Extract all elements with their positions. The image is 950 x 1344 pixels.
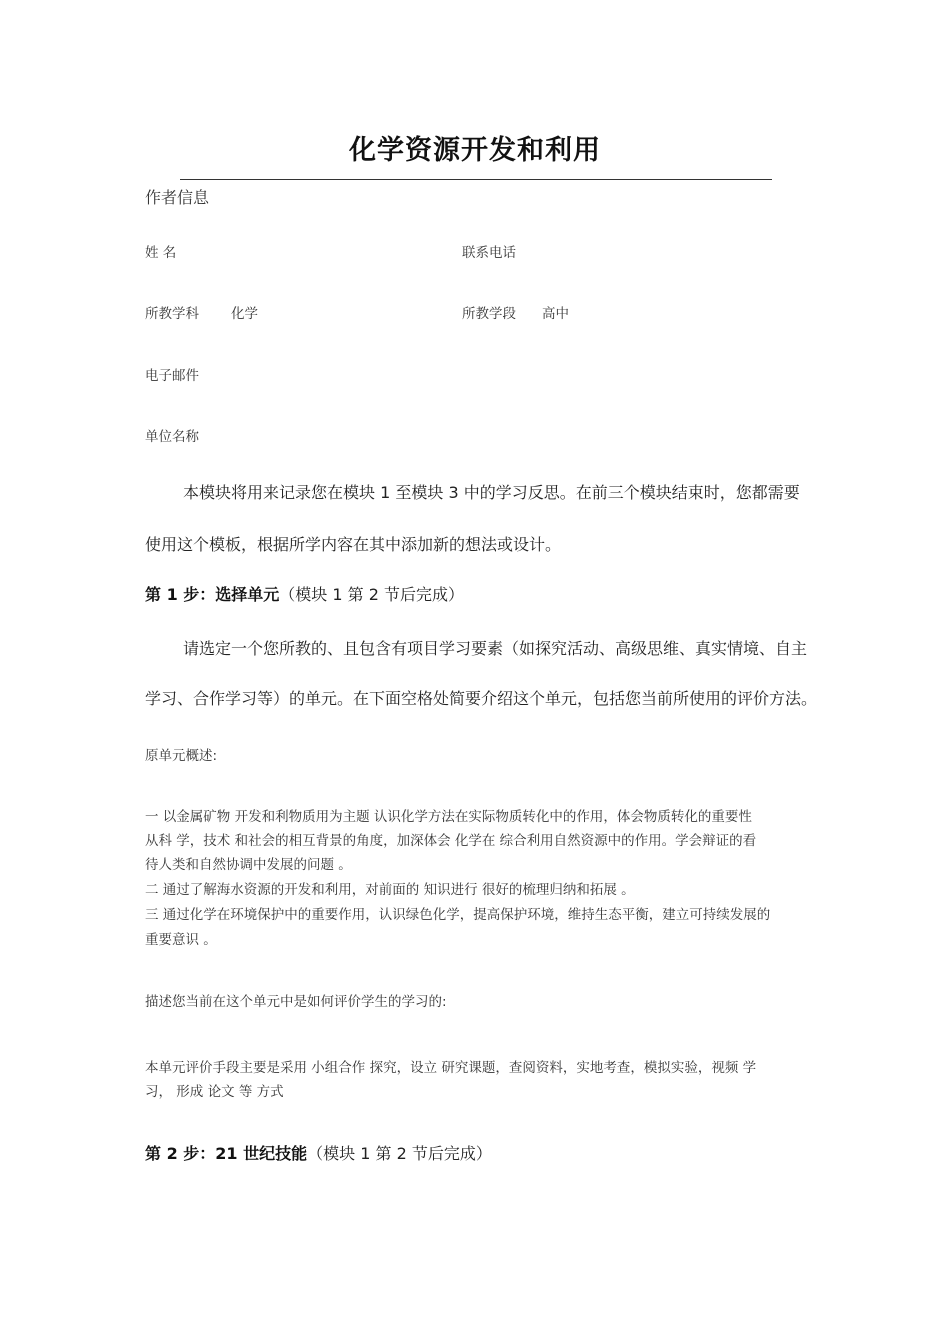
overview-line: 三 通过化学在环境保护中的重要作用，认识绿色化学，提高保护环境，维持生态平衡，建立可持续发展的 — [145, 907, 771, 923]
intro-line-1: 本模块将用来记录您在模块 1 至模块 3 中的学习反思。在前三个模块结束时，您都需要 — [183, 483, 800, 502]
step2-heading — [145, 1141, 492, 1164]
name-label: 姓 名 — [145, 245, 177, 261]
page-title: 化学资源开发和利用 — [349, 135, 601, 166]
step1-note: （模块 1 第 2 节后完成） — [279, 585, 464, 604]
eval-label: 描述您当前在这个单元中是如何评价学生的学习的: — [145, 994, 447, 1010]
step2-title: 第 2 步：21 世纪技能 — [145, 1144, 308, 1163]
step2-note: （模块 1 第 2 节后完成） — [307, 1144, 492, 1163]
step1-para-line-1: 请选定一个您所教的、且包含有项目学习要素（如探究活动、高级思维、真实情境、自主 — [183, 639, 808, 658]
eval-line: 习， 形成 论文 等 方式 — [145, 1084, 284, 1100]
overview-line: 一 以金属矿物 开发和利物质用为主题 认识化学方法在实际物质转化中的作用，体会物质转化的重要性 — [145, 809, 752, 825]
subject-label: 所教学科 — [145, 306, 199, 322]
overview-line: 二 通过了解海水资源的开发和利用，对前面的 知识进行 很好的梳理归纳和拓展 。 — [145, 882, 635, 898]
step1-title: 第 1 步：选择单元 — [145, 585, 280, 604]
overview-line: 重要意识 。 — [145, 932, 217, 948]
phone-label: 联系电话 — [462, 245, 516, 261]
overview-line: 待人类和自然协调中发展的问题 。 — [145, 857, 352, 873]
overview-label: 原单元概述: — [145, 748, 218, 764]
level-value: 高中 — [542, 306, 569, 322]
step1-heading — [145, 582, 464, 605]
unit-label: 单位名称 — [145, 429, 199, 445]
level-label: 所教学段 — [462, 306, 516, 322]
email-label: 电子邮件 — [145, 368, 199, 384]
subject-value: 化学 — [231, 306, 258, 322]
author-info-heading: 作者信息 — [145, 188, 210, 207]
overview-line: 从科 学，技术 和社会的相互背景的角度，加深体会 化学在 综合利用自然资源中的作用。学会辩证的看 — [145, 833, 757, 849]
step1-para-line-2: 学习、合作学习等）的单元。在下面空格处简要介绍这个单元，包括您当前所使用的评价方法。 — [145, 689, 818, 708]
title-underline — [180, 179, 772, 180]
eval-line: 本单元评价手段主要是采用 小组合作 探究，设立 研究课题，查阅资料，实地考查，模拟实验，视频 学 — [145, 1060, 757, 1076]
intro-line-2: 使用这个模板，根据所学内容在其中添加新的想法或设计。 — [145, 535, 562, 554]
